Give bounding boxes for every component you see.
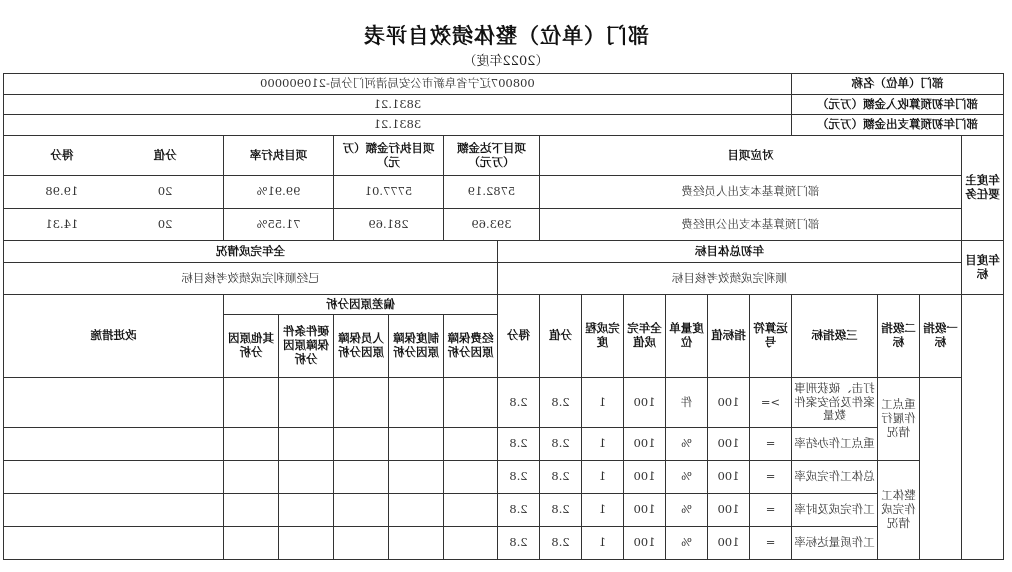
tasks-header-executed: 项目执行金额（万元） [334,136,444,176]
ind-dev-staff [334,428,389,461]
ind-level2-cell: 重点工作履行情况 [878,378,920,461]
task-project: 部门预算基本支出人员经费 [540,176,962,209]
ind-unit: % [666,428,708,461]
ind-header-dev-funds: 经费保障原因分析 [444,315,498,378]
ind-operator: = [750,428,792,461]
income-value: 3831.21 [3,95,791,115]
ind-level3: 总体工作完成率 [792,461,878,494]
task-weight: 20 [157,184,173,199]
tasks-header-issued: 项目下达金额（万元） [444,136,540,176]
ind-dev-staff [334,461,389,494]
indicators-left-margin [962,295,1004,560]
unit-label: 部门（单位）名称 [792,74,1004,95]
ind-header-score: 得分 [498,295,540,378]
ind-unit: % [666,527,708,560]
ind-header-dev-other: 其他原因分析 [224,315,279,378]
tasks-header-row [3,136,1003,176]
ind-level3: 重点工作办结率 [792,428,878,461]
goals-overall-label: 年初总体目标 [498,241,962,263]
ind-dev-other [224,494,279,527]
income-label: 部门年初预算收入金额（万元） [792,95,1004,115]
evaluation-table [3,73,1004,560]
ind-dev-hardware [279,378,334,428]
ind-weight: 2.8 [540,461,582,494]
ind-weight: 2.8 [540,527,582,560]
expense-label: 部门年初预算支出金额（万元） [792,115,1004,136]
ind-dev-hardware [279,461,334,494]
ind-target: 100 [708,527,750,560]
ind-header-level3: 三级指标 [792,295,878,378]
page-subtitle: （2022年度） [463,54,549,69]
ind-header-deviation: 偏差原因分析 [224,295,498,315]
ind-dev-other [224,461,279,494]
ind-dev-funds [444,461,498,494]
ind-dev-system [389,428,444,461]
ind-dev-funds [444,494,498,527]
ind-unit: % [666,461,708,494]
indicators-header-row [3,295,1003,315]
ind-score: 2.8 [498,428,540,461]
ind-improve [3,461,223,494]
goals-header-row [3,241,1003,263]
ind-level3: 工作完成及时率 [792,494,878,527]
ind-degree: 1 [582,428,624,461]
ind-dev-other [224,378,279,428]
ind-weight: 2.8 [540,494,582,527]
table-row [3,494,1003,527]
expense-value: 3831.21 [3,115,791,136]
ind-score: 2.8 [498,461,540,494]
ind-dev-staff [334,527,389,560]
ind-dev-funds [444,527,498,560]
ind-header-operator: 运算符号 [750,295,792,378]
ind-unit: % [666,494,708,527]
ind-weight: 2.8 [540,378,582,428]
ind-level2-cell: 整体工作完成情况 [878,461,920,560]
ind-header-dev-system: 制度保障原因分析 [389,315,444,378]
ind-dev-staff [334,378,389,428]
unit-value: 008007辽宁省阜新市公安局清河门分局-210900000 [3,74,791,95]
task-weight-score [3,209,223,241]
unit-row [3,74,1003,95]
ind-actual: 100 [624,378,666,428]
ind-header-level1: 一级指标 [920,295,962,378]
goals-section-label: 年度目标 [962,241,1004,295]
tasks-header-weight: 分值 [153,147,177,162]
ind-operator: = [750,494,792,527]
ind-degree: 1 [582,527,624,560]
tasks-header-weight-score [3,136,223,176]
task-issued: 5782.19 [444,176,540,209]
ind-dev-hardware [279,428,334,461]
tasks-header-score: 得分 [50,147,74,162]
ind-improve [3,527,223,560]
ind-improve [3,494,223,527]
table-row [3,527,1003,560]
task-weight: 20 [157,216,173,231]
ind-dev-system [389,494,444,527]
ind-operator: = [750,527,792,560]
ind-level3: 打击、破获刑事案件及治安案件数量 [792,378,878,428]
ind-header-actual: 全年完成值 [624,295,666,378]
ind-score: 2.8 [498,527,540,560]
table-row [3,461,1003,494]
ind-dev-system [389,527,444,560]
table-row [3,378,1003,428]
ind-target: 100 [708,428,750,461]
ind-actual: 100 [624,527,666,560]
ind-score: 2.8 [498,378,540,428]
ind-degree: 1 [582,461,624,494]
ind-level3: 工作质量达标率 [792,527,878,560]
ind-target: 100 [708,378,750,428]
task-executed: 281.69 [334,209,444,241]
ind-degree: 1 [582,494,624,527]
goals-value-row [3,263,1003,295]
ind-dev-system [389,378,444,428]
ind-dev-funds [444,428,498,461]
ind-dev-other [224,527,279,560]
tasks-section-label: 年度主要任务 [962,136,1004,241]
goals-completion-value: 已经顺利完成绩效考核目标 [3,263,497,295]
ind-dev-funds [444,378,498,428]
ind-actual: 100 [624,461,666,494]
ind-operator: = [750,461,792,494]
ind-header-dev-staff: 人员保障原因分析 [334,315,389,378]
income-row [3,95,1003,115]
ind-improve [3,378,223,428]
ind-dev-hardware [279,527,334,560]
ind-header-degree: 完成程度 [582,295,624,378]
table-row [3,428,1003,461]
task-score: 14.31 [45,216,79,231]
ind-weight: 2.8 [540,428,582,461]
ind-header-target: 指标值 [708,295,750,378]
ind-operator: >= [750,378,792,428]
ind-header-dev-hardware: 硬件条件保障原因分析 [279,315,334,378]
ind-header-level2: 二级指标 [878,295,920,378]
tasks-header-project: 对应项目 [540,136,962,176]
task-issued: 393.69 [444,209,540,241]
ind-target: 100 [708,461,750,494]
ind-dev-staff [334,494,389,527]
ind-actual: 100 [624,494,666,527]
ind-unit: 件 [666,378,708,428]
ind-score: 2.8 [498,494,540,527]
ind-dev-system [389,461,444,494]
ind-header-improve: 改进措施 [3,295,223,378]
ind-improve [3,428,223,461]
task-weight-score [3,176,223,209]
ind-actual: 100 [624,428,666,461]
ind-header-weight: 分值 [540,295,582,378]
ind-dev-other [224,428,279,461]
task-rate: 99.91% [224,176,334,209]
tasks-header-rate: 项目执行率 [224,136,334,176]
table-row [3,209,1003,241]
ind-degree: 1 [582,378,624,428]
expense-row [3,115,1003,136]
ind-header-unit: 度量单位 [666,295,708,378]
page-title: 部门（单位）整体绩效自评表 [363,23,649,48]
task-score: 19.98 [45,184,79,199]
task-rate: 71.55% [224,209,334,241]
task-executed: 5777.01 [334,176,444,209]
ind-level1-cell [920,378,962,560]
goals-overall-value: 顺利完成绩效考核目标 [498,263,962,295]
goals-completion-label: 全年完成情况 [3,241,497,263]
ind-target: 100 [708,494,750,527]
ind-dev-hardware [279,494,334,527]
table-row [3,176,1003,209]
task-project: 部门预算基本支出公用经费 [540,209,962,241]
